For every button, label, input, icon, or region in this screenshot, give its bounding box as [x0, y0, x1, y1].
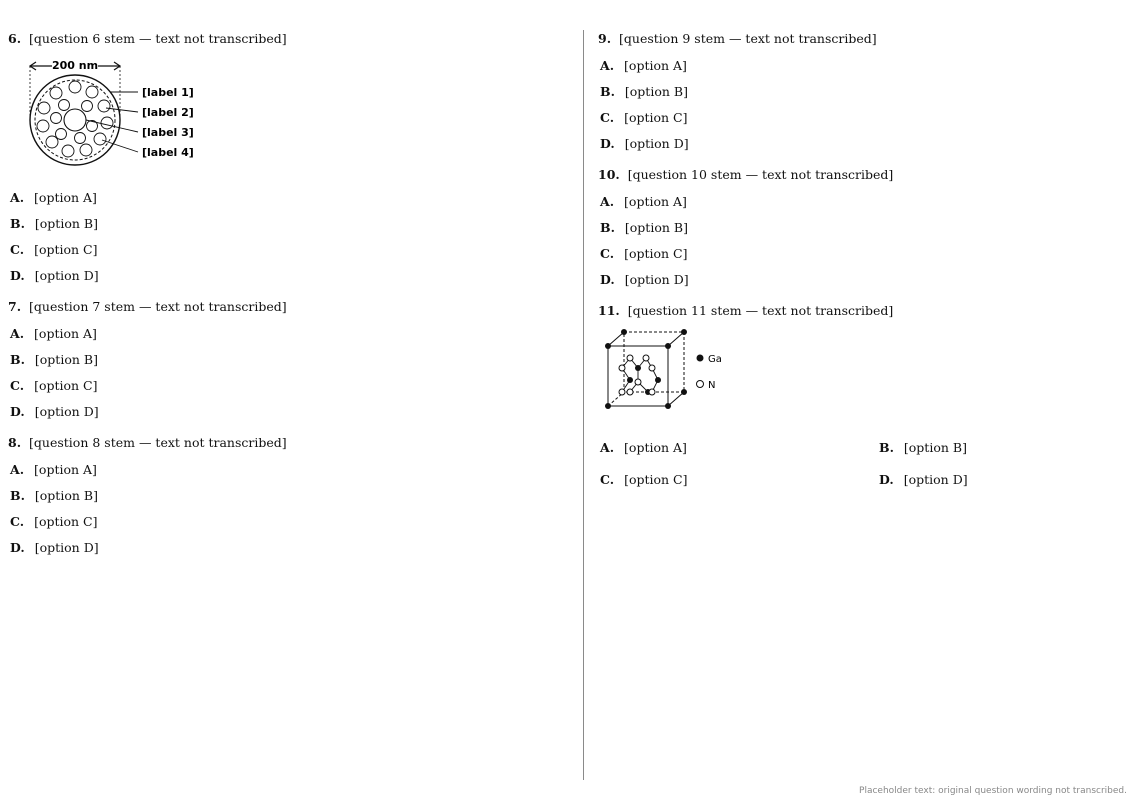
question-7-option-a: [8, 324, 570, 344]
question-9-option-b: [598, 82, 1128, 102]
legend-n-label: N: [708, 380, 716, 391]
question-8-number: 8.: [8, 435, 22, 450]
option-text: [option D]: [34, 540, 99, 555]
question-7-option-b: [8, 350, 570, 370]
option-letter: B.: [10, 488, 25, 503]
question-11-option-a: [598, 438, 849, 458]
question-6-stem-text: [question 6 stem — text not transcribed]: [29, 31, 287, 46]
question-10-option-a: [598, 192, 1128, 212]
question-8: [8, 432, 570, 558]
question-6-number: 6.: [8, 31, 22, 46]
option-text: [option A]: [34, 326, 97, 341]
question-6-option-b: [8, 214, 570, 234]
question-9-stem: [598, 28, 1128, 50]
question-9: [598, 28, 1128, 154]
question-11-stem-text: [question 11 stem — text not transcribed]: [627, 303, 894, 318]
legend-ga-label: Ga: [708, 354, 722, 365]
layer-label-3: [label 3]: [142, 126, 194, 139]
question-8-stem-text: [question 8 stem — text not transcribed]: [29, 435, 287, 450]
option-text: [option B]: [34, 352, 98, 367]
placeholder-notice: Placeholder text: original question wording not transcribed.: [859, 786, 1127, 796]
option-letter: D.: [10, 268, 25, 283]
question-10-option-b: [598, 218, 1128, 238]
option-text: [option B]: [624, 220, 688, 235]
legend-n-marker: [697, 381, 704, 388]
option-text: [option C]: [624, 246, 688, 261]
option-letter: D.: [600, 136, 615, 151]
option-letter: A.: [600, 440, 615, 455]
question-6-stem: [8, 28, 570, 50]
option-letter: B.: [10, 352, 25, 367]
crystal-cell-diagram: [600, 328, 750, 418]
option-letter: A.: [10, 462, 25, 477]
option-text: [option A]: [624, 440, 687, 455]
option-text: [option B]: [624, 84, 688, 99]
option-text: [option C]: [34, 378, 98, 393]
question-10-number: 10.: [598, 167, 620, 182]
crystal-cell-figure: [600, 328, 1128, 422]
layer-label-4: [label 4]: [142, 146, 194, 159]
question-10-stem-text: [question 10 stem — text not transcribed]: [627, 167, 894, 182]
question-6: [8, 28, 570, 286]
question-6-option-d: [8, 266, 570, 286]
option-letter: A.: [600, 58, 615, 73]
question-6-option-a: [8, 188, 570, 208]
option-text: [option C]: [34, 514, 98, 529]
ga-atoms: [605, 329, 687, 409]
option-letter: D.: [10, 404, 25, 419]
dimension-label: 200 nm: [51, 59, 99, 72]
question-8-option-c: [8, 512, 570, 532]
option-letter: C.: [10, 242, 25, 257]
option-text: [option D]: [34, 268, 99, 283]
option-text: [option D]: [624, 272, 689, 287]
question-9-option-d: [598, 134, 1128, 154]
option-text: [option D]: [624, 136, 689, 151]
bond-lines: [622, 358, 658, 392]
option-letter: C.: [600, 246, 615, 261]
option-letter: A.: [600, 194, 615, 209]
option-letter: A.: [10, 326, 25, 341]
question-8-option-a: [8, 460, 570, 480]
question-10-option-c: [598, 244, 1128, 264]
question-7-stem: [8, 296, 570, 318]
question-7-stem-text: [question 7 stem — text not transcribed]: [29, 299, 287, 314]
option-letter: A.: [10, 190, 25, 205]
option-text: [option A]: [34, 190, 97, 205]
option-letter: C.: [10, 514, 25, 529]
right-column: [598, 28, 1128, 782]
option-text: [option C]: [624, 110, 688, 125]
option-letter: B.: [600, 84, 615, 99]
option-text: [option C]: [624, 472, 688, 487]
option-letter: C.: [10, 378, 25, 393]
question-9-option-c: [598, 108, 1128, 128]
option-text: [option A]: [624, 58, 687, 73]
question-8-stem: [8, 432, 570, 454]
question-7-option-c: [8, 376, 570, 396]
question-11-options-row-2: [598, 464, 1128, 496]
question-9-number: 9.: [598, 31, 612, 46]
question-11-stem: [598, 300, 1128, 322]
question-10-option-d: [598, 270, 1128, 290]
question-11-option-c: [598, 470, 849, 490]
question-8-option-b: [8, 486, 570, 506]
option-letter: D.: [10, 540, 25, 555]
question-10: [598, 164, 1128, 290]
option-text: [option C]: [34, 242, 98, 257]
question-9-option-a: [598, 56, 1128, 76]
nano-carrier-figure: [10, 56, 570, 178]
option-text: [option B]: [34, 488, 98, 503]
option-text: [option D]: [34, 404, 99, 419]
question-11: [598, 300, 1128, 496]
layer-label-2: [label 2]: [142, 106, 194, 119]
left-column: [8, 28, 570, 782]
option-letter: B.: [600, 220, 615, 235]
question-10-stem: [598, 164, 1128, 186]
option-letter: D.: [600, 272, 615, 287]
option-letter: C.: [600, 472, 615, 487]
option-letter: B.: [879, 440, 894, 455]
option-letter: C.: [600, 110, 615, 125]
question-11-options-row-1: [598, 432, 1128, 464]
question-8-option-d: [8, 538, 570, 558]
option-text: [option B]: [903, 440, 967, 455]
question-7-option-d: [8, 402, 570, 422]
option-text: [option B]: [34, 216, 98, 231]
question-9-stem-text: [question 9 stem — text not transcribed]: [619, 31, 877, 46]
option-letter: B.: [10, 216, 25, 231]
question-7: [8, 296, 570, 422]
question-11-option-d: [877, 470, 1128, 490]
question-7-number: 7.: [8, 299, 22, 314]
legend-ga-marker: [697, 355, 704, 362]
layer-label-1: [label 1]: [142, 86, 194, 99]
option-text: [option D]: [903, 472, 968, 487]
option-text: [option A]: [34, 462, 97, 477]
nano-carrier-diagram: [10, 56, 240, 174]
column-divider: [583, 30, 584, 780]
question-11-option-b: [877, 438, 1128, 458]
question-6-option-c: [8, 240, 570, 260]
question-11-number: 11.: [598, 303, 620, 318]
iron-oxide-core: [64, 109, 86, 131]
option-letter: D.: [879, 472, 894, 487]
layer-labels: [142, 86, 194, 159]
option-text: [option A]: [624, 194, 687, 209]
